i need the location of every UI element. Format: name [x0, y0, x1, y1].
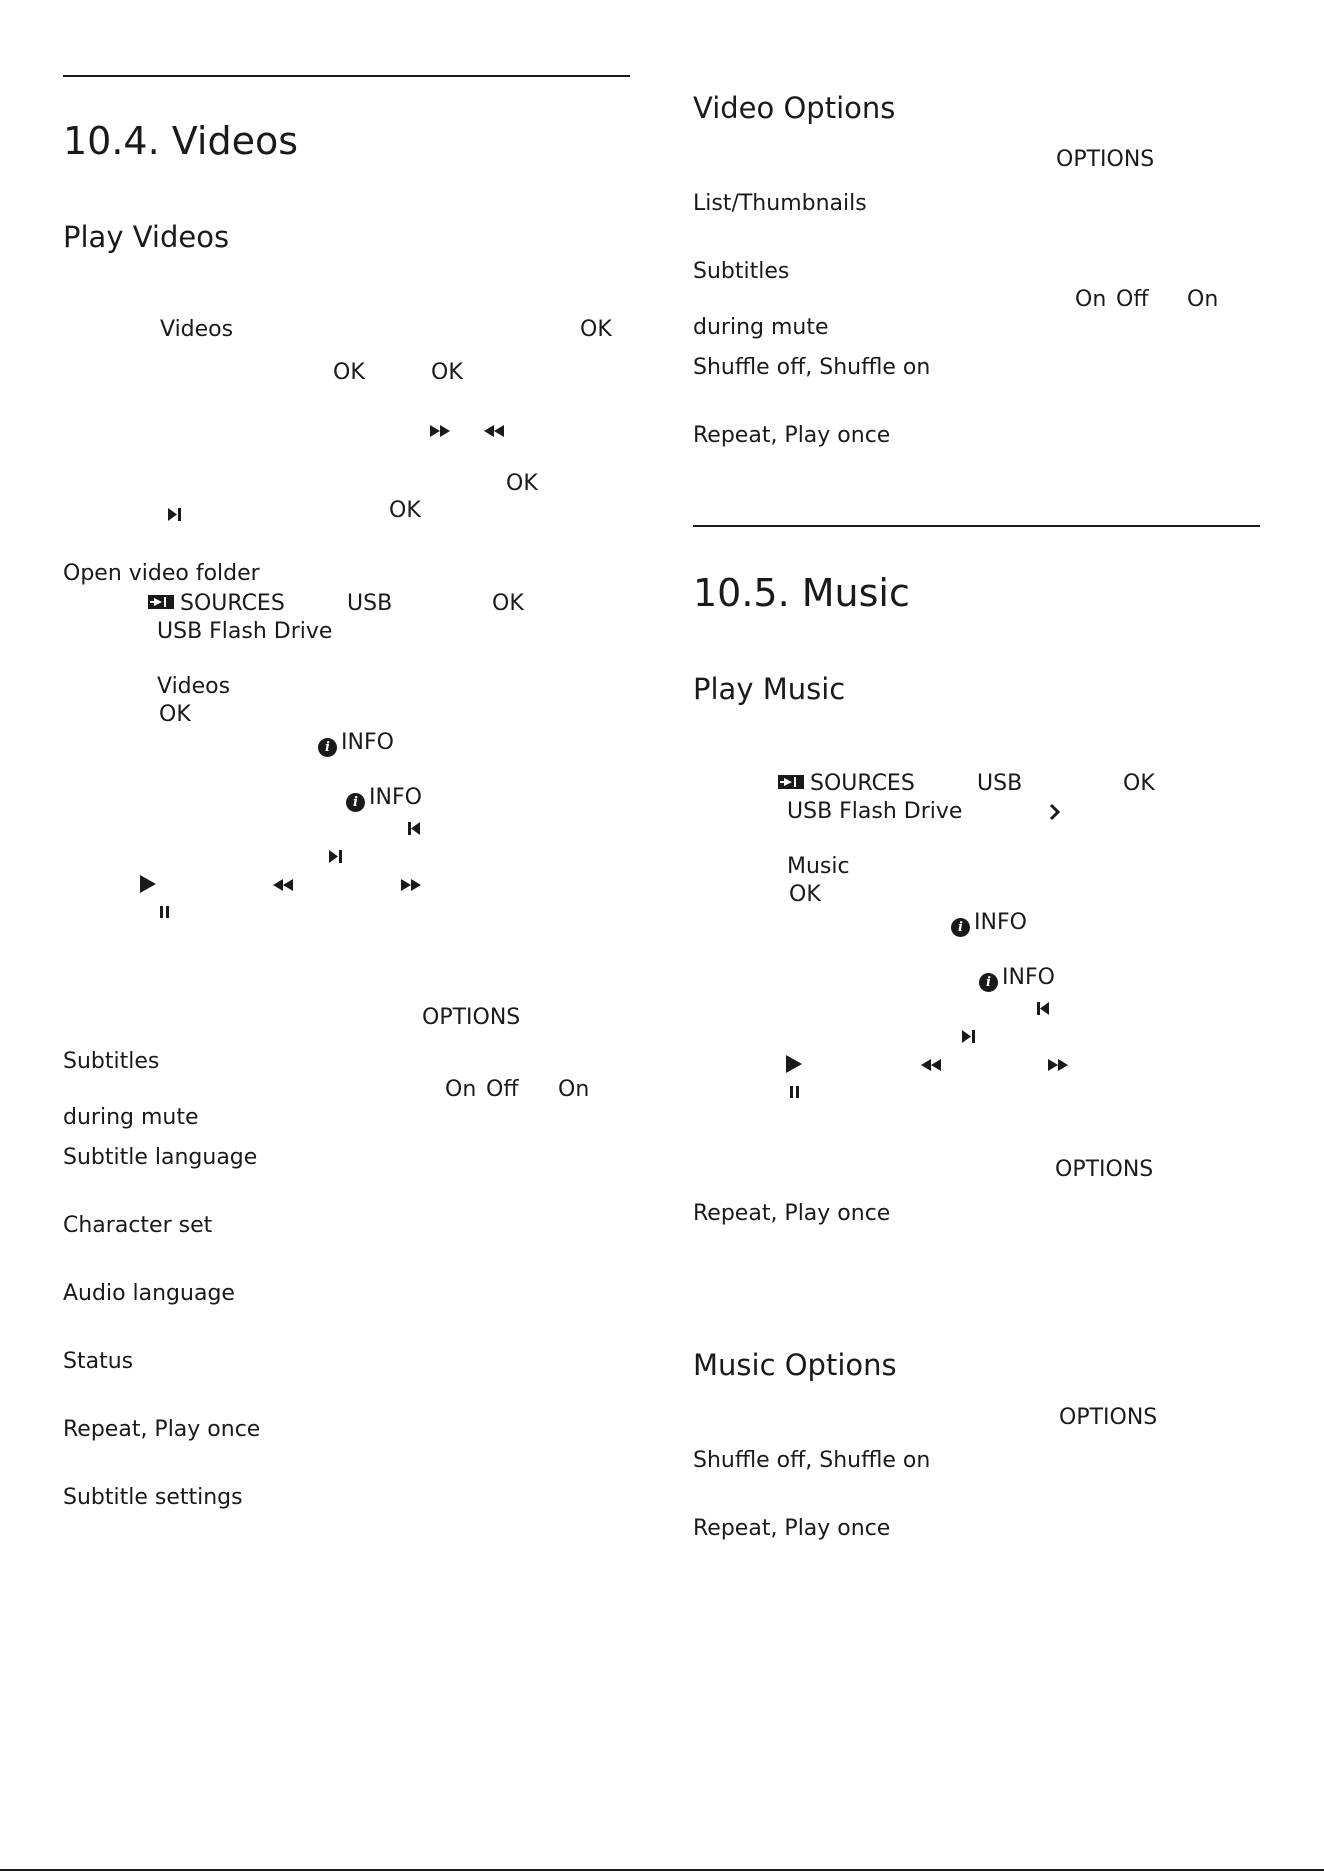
text-on: On: [558, 1077, 590, 1102]
fast-forward-icon: [1048, 1058, 1070, 1072]
text-off: Off: [1116, 287, 1149, 312]
text-options: OPTIONS: [422, 1005, 521, 1030]
rewind-icon: [921, 1058, 943, 1072]
text-on: On: [1187, 287, 1219, 312]
text-off: Off: [486, 1077, 519, 1102]
heading-video-options: Video Options: [693, 91, 896, 125]
info-line: [951, 910, 1027, 937]
text-music: Music: [787, 854, 850, 879]
next-icon: [329, 850, 343, 863]
previous-icon: [1036, 1002, 1050, 1015]
rewind-icon: [273, 878, 295, 892]
info-icon: i: [318, 738, 337, 757]
heading-play-music: Play Music: [693, 672, 846, 706]
text-ok: OK: [1123, 771, 1155, 796]
info-line: [979, 965, 1055, 992]
chevron-right-icon: [1049, 803, 1061, 821]
sources-icon: [778, 774, 804, 790]
text-usb-flash-drive: USB Flash Drive: [157, 619, 333, 644]
rewind-icon: [484, 424, 506, 438]
sources-line: [778, 771, 915, 797]
next-icon: [168, 508, 182, 521]
text-subtitles: Subtitles: [63, 1049, 160, 1074]
heading-open-video-folder: Open video folder: [63, 561, 260, 586]
text-ok: OK: [789, 882, 821, 907]
text-audio-language: Audio language: [63, 1281, 235, 1306]
text-during-mute: during mute: [63, 1105, 199, 1130]
top-rule-left: [63, 75, 630, 77]
play-icon: [786, 1055, 802, 1073]
text-subtitle-language: Subtitle language: [63, 1145, 258, 1170]
heading-play-videos: Play Videos: [63, 220, 230, 254]
text-usb-flash-drive: USB Flash Drive: [787, 799, 963, 824]
text-ok: OK: [580, 317, 612, 342]
info-line: [318, 730, 394, 757]
text-character-set: Character set: [63, 1213, 213, 1238]
text-repeat-play-once: Repeat, Play once: [693, 1516, 891, 1541]
text-usb: USB: [347, 591, 393, 616]
section-title-music: 10.5. Music: [693, 571, 910, 615]
text-subtitle-settings: Subtitle settings: [63, 1485, 243, 1510]
text-options: OPTIONS: [1056, 147, 1155, 172]
text-status: Status: [63, 1349, 134, 1374]
info-icon: i: [951, 918, 970, 937]
info-label: INFO: [974, 910, 1027, 935]
text-ok: OK: [492, 591, 524, 616]
info-icon: i: [346, 793, 365, 812]
text-on: On: [1075, 287, 1107, 312]
text-shuffle: Shuffle off, Shuffle on: [693, 1448, 931, 1473]
text-options: OPTIONS: [1059, 1405, 1158, 1430]
sources-icon: [148, 594, 174, 610]
pause-icon: [160, 906, 169, 918]
footer-rule: [0, 1869, 1324, 1871]
info-icon: i: [979, 973, 998, 992]
text-shuffle: Shuffle off, Shuffle on: [693, 355, 931, 380]
info-label: INFO: [1002, 965, 1055, 990]
text-videos: Videos: [160, 317, 234, 342]
sources-label: SOURCES: [180, 591, 285, 616]
text-on: On: [445, 1077, 477, 1102]
text-usb: USB: [977, 771, 1023, 796]
text-during-mute: during mute: [693, 315, 829, 340]
play-icon: [140, 875, 156, 893]
text-ok: OK: [389, 498, 421, 523]
text-repeat-play-once: Repeat, Play once: [63, 1417, 261, 1442]
info-label: INFO: [369, 785, 422, 810]
pause-icon: [790, 1086, 799, 1098]
sources-label: SOURCES: [810, 771, 915, 796]
text-list-thumbnails: List/Thumbnails: [693, 191, 867, 216]
fast-forward-icon: [401, 878, 423, 892]
text-repeat-play-once: Repeat, Play once: [693, 423, 891, 448]
text-repeat-play-once: Repeat, Play once: [693, 1201, 891, 1226]
text-ok: OK: [333, 360, 365, 385]
text-ok: OK: [431, 360, 463, 385]
info-line: [346, 785, 422, 812]
heading-music-options: Music Options: [693, 1348, 897, 1382]
next-icon: [962, 1030, 976, 1043]
previous-icon: [407, 822, 421, 835]
text-options: OPTIONS: [1055, 1157, 1154, 1182]
sources-line: [148, 591, 285, 617]
section-rule-music: [693, 525, 1260, 527]
text-ok: OK: [159, 702, 191, 727]
text-ok: OK: [506, 471, 538, 496]
text-videos: Videos: [157, 674, 231, 699]
fast-forward-icon: [430, 424, 452, 438]
section-title-videos: 10.4. Videos: [63, 119, 299, 163]
info-label: INFO: [341, 730, 394, 755]
text-subtitles: Subtitles: [693, 259, 790, 284]
